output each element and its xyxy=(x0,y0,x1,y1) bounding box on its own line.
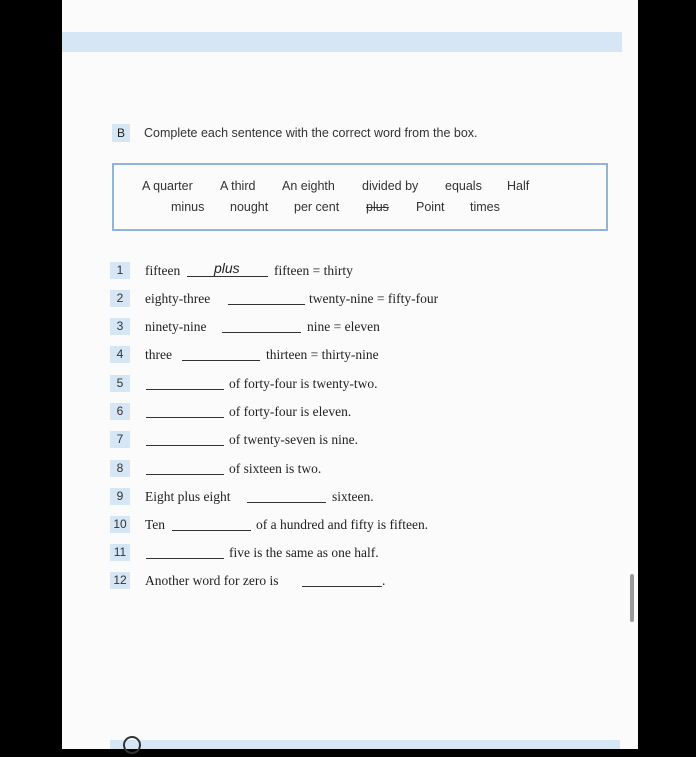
question-text-after: of forty-four is eleven. xyxy=(229,404,352,419)
answer-blank[interactable] xyxy=(146,417,224,418)
question-number: 5 xyxy=(110,375,130,392)
header-band xyxy=(62,32,622,52)
scrollbar-thumb[interactable] xyxy=(630,574,634,622)
word-nought: nought xyxy=(230,200,269,214)
magnifier-icon xyxy=(120,733,144,757)
question-text-before: fifteen xyxy=(145,263,181,278)
question-text-before: Another word for zero is xyxy=(145,573,279,588)
question-number: 4 xyxy=(110,346,130,363)
answer-blank[interactable] xyxy=(247,502,326,503)
question-9 xyxy=(110,488,670,506)
question-number: 1 xyxy=(110,262,130,279)
question-number: 12 xyxy=(110,572,130,589)
question-text-after: five is the same as one half. xyxy=(229,545,379,560)
word-a-quarter: A quarter xyxy=(142,179,193,193)
word-equals: equals xyxy=(445,179,482,193)
question-12 xyxy=(110,572,670,590)
answer-blank[interactable] xyxy=(187,276,268,277)
question-6 xyxy=(110,403,670,421)
question-10 xyxy=(110,516,670,534)
answer-blank[interactable] xyxy=(182,360,260,361)
word-half: Half xyxy=(507,179,530,193)
question-text-after: sixteen. xyxy=(332,489,374,504)
question-8 xyxy=(110,460,670,478)
question-number: 11 xyxy=(110,544,130,561)
question-number: 2 xyxy=(110,290,130,307)
word-minus: minus xyxy=(171,200,205,214)
word-box xyxy=(112,163,608,231)
question-11 xyxy=(110,544,670,562)
word-divided-by: divided by xyxy=(362,179,419,193)
question-text-before: ninety-nine xyxy=(145,319,207,334)
answer-blank[interactable] xyxy=(228,304,305,305)
question-text-after: of a hundred and fifty is fifteen. xyxy=(256,517,429,532)
question-text-after: fifteen = thirty xyxy=(274,263,353,278)
question-1 xyxy=(110,262,670,280)
question-number: 6 xyxy=(110,403,130,420)
answer-blank[interactable] xyxy=(302,586,382,587)
footer-band xyxy=(110,740,620,749)
question-text-after: thirteen = thirty-nine xyxy=(266,347,379,362)
question-text-after: . xyxy=(382,573,386,588)
answer-blank[interactable] xyxy=(146,474,224,475)
question-text-before: three xyxy=(145,347,172,362)
question-text-before: Ten xyxy=(145,517,166,532)
instruction-text: Complete each sentence with the correct word from the box. xyxy=(144,126,478,140)
question-7 xyxy=(110,431,670,449)
worksheet-page xyxy=(62,0,638,749)
question-text-before: Eight plus eight xyxy=(145,489,231,504)
handwritten-answer: plus xyxy=(214,260,240,276)
question-number: 7 xyxy=(110,431,130,448)
question-5 xyxy=(110,375,670,393)
question-3 xyxy=(110,318,670,336)
question-text-after: of forty-four is twenty-two. xyxy=(229,376,378,391)
question-text-after: of sixteen is two. xyxy=(229,461,322,476)
question-number: 3 xyxy=(110,318,130,335)
question-number: 9 xyxy=(110,488,130,505)
answer-blank[interactable] xyxy=(172,530,251,531)
answer-blank[interactable] xyxy=(146,558,224,559)
question-4 xyxy=(110,346,670,364)
word-per-cent: per cent xyxy=(294,200,340,214)
question-text-after: of twenty-seven is nine. xyxy=(229,432,358,447)
question-number: 8 xyxy=(110,460,130,477)
question-text-after: twenty-nine = fifty-four xyxy=(309,291,439,306)
word-times: times xyxy=(470,200,500,214)
word-a-third: A third xyxy=(220,179,256,193)
answer-blank[interactable] xyxy=(222,332,301,333)
word-an-eighth: An eighth xyxy=(282,179,335,193)
word-point: Point xyxy=(416,200,445,214)
answer-blank[interactable] xyxy=(146,445,224,446)
answer-blank[interactable] xyxy=(146,389,224,390)
question-text-after: nine = eleven xyxy=(307,319,380,334)
word-plus-crossed-out: plus xyxy=(366,200,389,214)
section-letter: B xyxy=(112,124,130,142)
question-number: 10 xyxy=(110,516,130,533)
question-text-before: eighty-three xyxy=(145,291,211,306)
question-2 xyxy=(110,290,670,308)
